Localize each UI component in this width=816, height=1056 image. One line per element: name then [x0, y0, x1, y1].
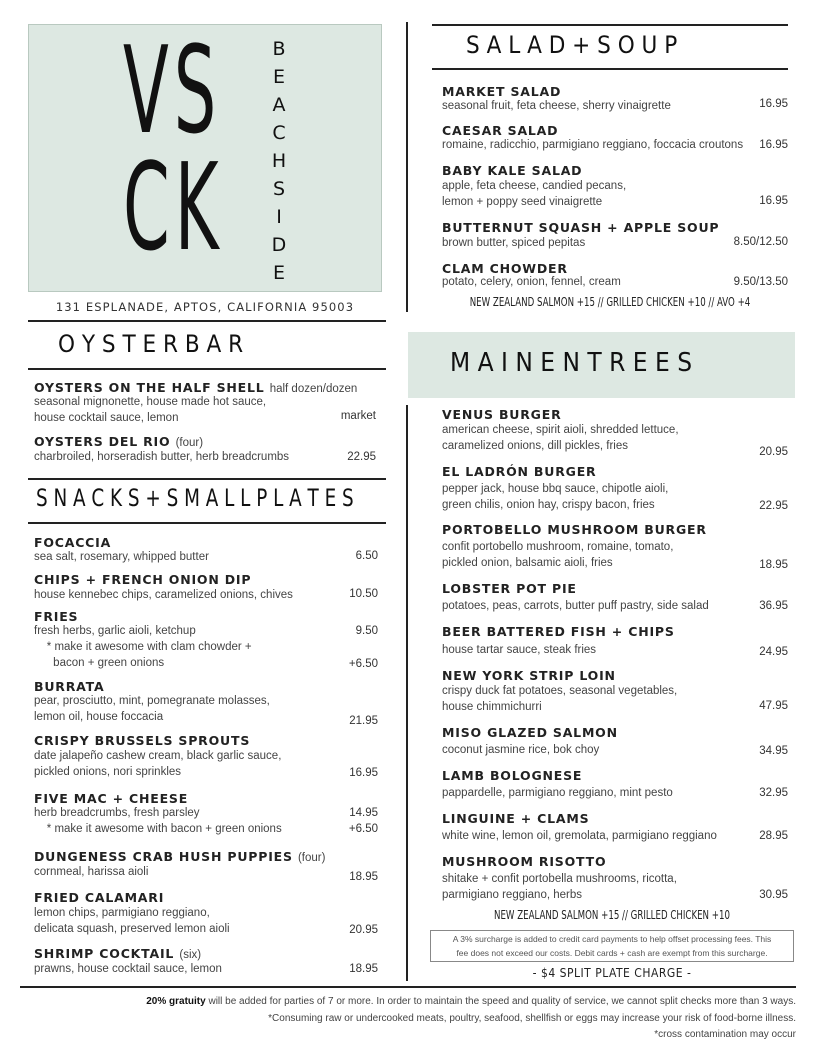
menu-item-name: CLAM CHOWDER — [442, 261, 568, 276]
menu-item-price: 9.50 — [355, 625, 378, 637]
column-divider — [406, 22, 408, 312]
menu-item-name: FIVE MAC + CHEESE — [34, 791, 189, 806]
menu-item-desc: date jalapeño cashew cream, black garlic sauce, pickled onions, nori sprinkles — [34, 750, 282, 778]
menu-item-name: NEW YORK STRIP LOIN — [442, 668, 616, 683]
section-title-oyster-bar: O Y S T E R B A R — [58, 330, 244, 358]
menu-item-desc: prawns, house cocktail sauce, lemon — [34, 963, 222, 975]
menu-item-name: EL LADRÓN BURGER — [442, 464, 597, 479]
menu-item-price: 20.95 — [349, 924, 378, 936]
menu-item-desc: charbroiled, horseradish butter, herb breadcrumbs — [34, 451, 290, 463]
menu-item-desc: brown butter, spiced pepitas — [442, 237, 586, 249]
logo-letter: A — [272, 94, 286, 116]
menu-item-price: 16.95 — [759, 139, 788, 151]
menu-item-name: PORTOBELLO MUSHROOM BURGER — [442, 522, 707, 537]
logo-letter: C — [272, 122, 286, 144]
menu-item-name: CHIPS + FRENCH ONION DIP — [34, 572, 252, 587]
menu-item-price: 18.95 — [349, 871, 378, 883]
menu-item-price: 16.95 — [759, 98, 788, 110]
menu-item-price: 20.95 — [759, 446, 788, 458]
column-divider — [406, 405, 408, 981]
section-title-snacks: S N A C K S + S M A L L P L A T E S — [36, 484, 354, 512]
menu-item-desc: lemon chips, parmigiano reggiano, delicata squash, preserved lemon aioli — [34, 907, 230, 935]
menu-item-name: BURRATA — [34, 679, 105, 694]
menu-item-name: OYSTERS ON THE HALF SHELL half dozen/dozen — [34, 380, 358, 395]
divider — [28, 368, 386, 370]
cross-contamination-notice: *cross contamination may occur — [654, 1029, 796, 1040]
logo-letter: E — [272, 262, 285, 284]
menu-item-name: CAESAR SALAD — [442, 123, 559, 138]
logo-letter: E — [272, 66, 285, 88]
menu-item-price: 18.95 — [759, 559, 788, 571]
menu-item-desc: pepper jack, house bbq sauce, chipotle aioli, green chilis, onion hay, crispy bacon, fries — [442, 483, 669, 511]
menu-item-name: MARKET SALAD — [442, 84, 562, 99]
menu-item-desc: herb breadcrumbs, fresh parsley * make it awesome with bacon + green onions — [34, 807, 282, 835]
raw-food-warning: *Consuming raw or undercooked meats, poultry, seafood, shellfish or eggs may increase your risk of food-borne illness. — [268, 1013, 796, 1024]
menu-item-desc: potato, celery, onion, fennel, cream — [442, 276, 621, 288]
menu-item-price: 10.50 — [349, 588, 378, 600]
menu-item-price: 22.95 — [759, 500, 788, 512]
menu-item-desc: cornmeal, harissa aioli — [34, 866, 149, 878]
menu-item-name: LINGUINE + CLAMS — [442, 811, 590, 826]
menu-item-desc: seasonal mignonette, house made hot sauce, house cocktail sauce, lemon — [34, 396, 267, 424]
menu-item-addon-price: +6.50 — [348, 823, 378, 835]
logo-monogram: VS CK — [123, 22, 224, 278]
menu-item-price: 30.95 — [759, 889, 788, 901]
divider — [28, 320, 386, 322]
menu-item-price: 16.95 — [759, 195, 788, 207]
menu-item-price: 14.95 — [349, 807, 378, 819]
section-title-main-entrees: M A I N E N T R E E S — [450, 348, 693, 378]
menu-item-name: FOCACCIA — [34, 535, 112, 550]
gratuity-bold: 20% gratuity — [146, 996, 206, 1007]
menu-item-name: CRISPY BRUSSELS SPROUTS — [34, 733, 251, 748]
menu-item-price: 18.95 — [349, 963, 378, 975]
restaurant-address: 131 ESPLANADE, APTOS, CALIFORNIA 95003 — [55, 300, 355, 314]
menu-item-name: MUSHROOM RISOTTO — [442, 854, 607, 869]
menu-item-price: 6.50 — [355, 550, 378, 562]
logo-letter: S — [272, 178, 286, 200]
menu-item-desc: house tartar sauce, steak fries — [442, 644, 597, 656]
surcharge-line: A 3% surcharge is added to credit card payments to help offset processing fees. This — [452, 934, 772, 944]
protein-addons: NEW ZEALAND SALMON +15 // GRILLED CHICKEN +10 // AVO +4 — [469, 295, 751, 309]
divider — [28, 522, 386, 524]
divider — [432, 24, 788, 26]
gratuity-notice — [20, 996, 796, 1007]
logo-panel — [28, 24, 382, 292]
divider — [432, 68, 788, 70]
menu-item-desc: apple, feta cheese, candied pecans, lemon + poppy seed vinaigrette — [442, 180, 627, 208]
menu-item-price: 8.50/12.50 — [733, 236, 788, 248]
surcharge-line: fee does not exceed our costs. Debit cards + cash are exempt from this surcharge. — [456, 948, 768, 958]
surcharge-notice — [430, 930, 794, 962]
menu-item-desc: american cheese, spirit aioli, shredded lettuce, caramelized onions, dill pickles, fries — [442, 424, 679, 452]
menu-item-desc: pappardelle, parmigiano reggiano, mint pesto — [442, 787, 673, 799]
menu-item-addon-price: +6.50 — [348, 658, 378, 670]
menu-item-desc: house kennebec chips, caramelized onions, chives — [34, 589, 293, 601]
menu-item-desc: confit portobello mushroom, romaine, tomato, pickled onion, balsamic aioli, fries — [442, 541, 674, 569]
menu-item-price: 16.95 — [349, 767, 378, 779]
menu-item-price: 21.95 — [349, 715, 378, 727]
menu-item-price: 28.95 — [759, 830, 788, 842]
menu-item-name: VENUS BURGER — [442, 407, 562, 422]
menu-item-price: 32.95 — [759, 787, 788, 799]
menu-item-name: LOBSTER POT PIE — [442, 581, 577, 596]
menu-item-name: BUTTERNUT SQUASH + APPLE SOUP — [442, 220, 720, 235]
menu-item-price: 24.95 — [759, 646, 788, 658]
menu-item-price: 36.95 — [759, 600, 788, 612]
section-title-salad-soup: S A L A D + S O U P — [466, 31, 678, 59]
menu-item-name: OYSTERS DEL RIO (four) — [34, 434, 204, 449]
main-entrees-banner — [408, 332, 795, 398]
menu-item-desc: fresh herbs, garlic aioli, ketchup * make it awesome with clam chowder + bacon + green onions — [34, 625, 252, 669]
protein-addons: NEW ZEALAND SALMON +15 // GRILLED CHICKEN +10 — [494, 908, 730, 922]
menu-item-desc: sea salt, rosemary, whipped butter — [34, 551, 209, 563]
menu-item-desc: potatoes, peas, carrots, butter puff pastry, side salad — [442, 600, 709, 612]
menu-item-name: BEER BATTERED FISH + CHIPS — [442, 624, 675, 639]
menu-item-desc: white wine, lemon oil, gremolata, parmigiano reggiano — [442, 830, 717, 842]
menu-item-desc: seasonal fruit, feta cheese, sherry vinaigrette — [442, 100, 671, 112]
logo-letter: B — [272, 38, 286, 60]
divider — [28, 478, 386, 480]
menu-item-name: SHRIMP COCKTAIL (six) — [34, 946, 202, 961]
menu-item-price: 9.50/13.50 — [733, 276, 788, 288]
menu-item-desc: crispy duck fat potatoes, seasonal vegetables, house chimmichurri — [442, 685, 678, 713]
logo-letter: D — [271, 234, 287, 256]
menu-item-price: 47.95 — [759, 700, 788, 712]
footer-divider — [20, 986, 796, 988]
menu-item-desc: pear, prosciutto, mint, pomegranate molasses, lemon oil, house foccacia — [34, 695, 270, 723]
menu-item-name: BABY KALE SALAD — [442, 163, 583, 178]
menu-item-name: LAMB BOLOGNESE — [442, 768, 583, 783]
logo-letter: H — [271, 150, 287, 172]
menu-item-name: DUNGENESS CRAB HUSH PUPPIES (four) — [34, 849, 326, 864]
menu-item-name: FRIES — [34, 609, 79, 624]
menu-item-desc: shitake + confit portobella mushrooms, ricotta, parmigiano reggiano, herbs — [442, 873, 677, 901]
menu-item-price: market — [340, 410, 376, 422]
menu-item-name: FRIED CALAMARI — [34, 890, 165, 905]
menu-item-desc: coconut jasmine rice, bok choy — [442, 744, 600, 756]
menu-item-price: 34.95 — [759, 745, 788, 757]
gratuity-text: will be added for parties of 7 or more. In order to maintain the speed and quality of service, we cannot split checks more than 3 ways. — [205, 996, 796, 1007]
menu-item-name: MISO GLAZED SALMON — [442, 725, 618, 740]
logo-letter: I — [276, 206, 282, 228]
menu-item-price: 22.95 — [347, 451, 376, 463]
menu-item-desc: romaine, radicchio, parmigiano reggiano, foccacia croutons — [442, 139, 744, 151]
split-plate-charge: - $4 SPLIT PLATE CHARGE - — [532, 966, 692, 980]
